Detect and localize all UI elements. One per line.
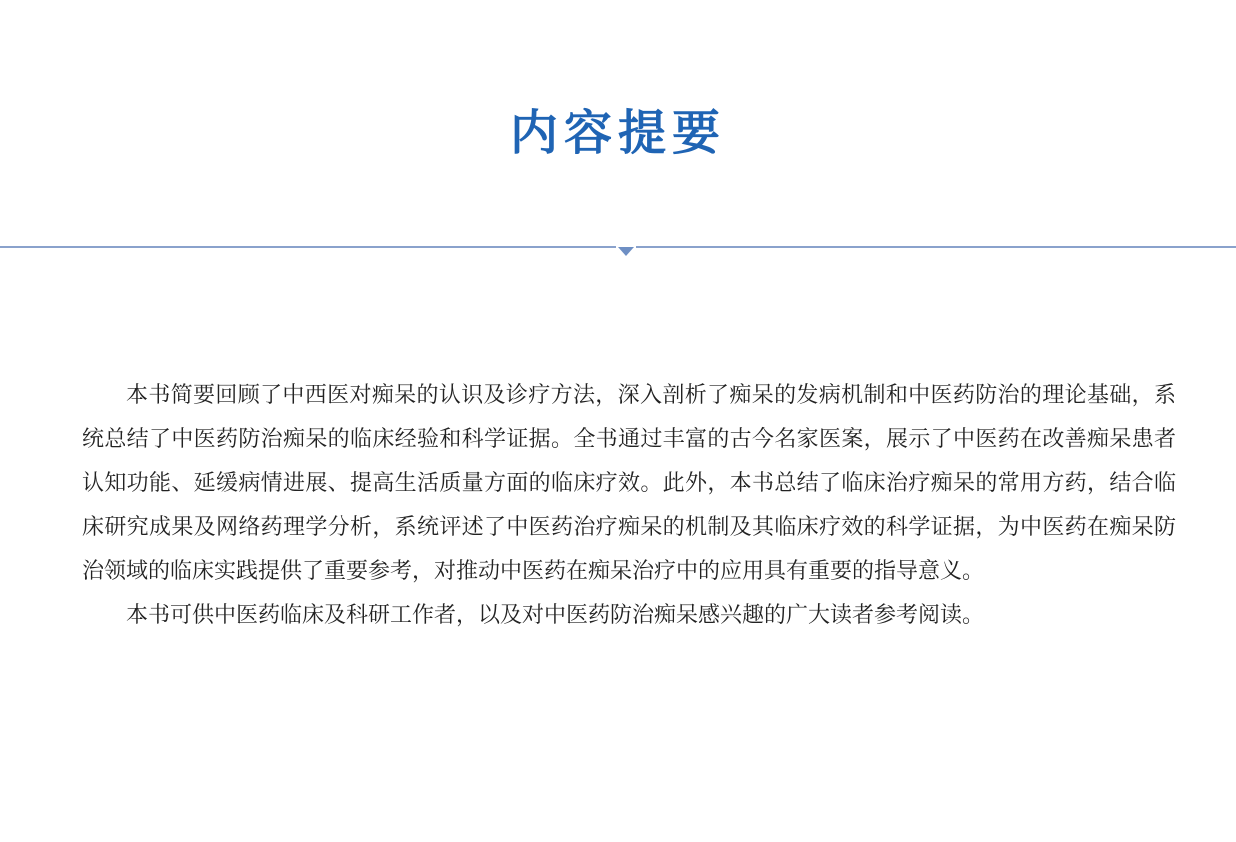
- paragraph-2: 本书可供中医药临床及科研工作者，以及对中医药防治痴呆感兴趣的广大读者参考阅读。: [126, 603, 985, 628]
- paragraph-1: 本书简要回顾了中西医对痴呆的认识及诊疗方法，深入剖析了痴呆的发病机制和中医药防治的理论基础，系统总结了中医药防治痴呆的临床经验和科学证据。全书通过丰富的古今名家医案，展示了中医药在改善痴呆患者认知功能、延缓病情进展、提高生活质量方面的临床疗效。此外，本书总结了临床治疗痴呆的常用方药，结合临床研究成果及网络药理学分析，系统评述了中医药治疗痴呆的机制及其临床疗效的科学证据，为中医药在痴呆防治领域的临床实践提供了重要参考，对推动中医药在痴呆治疗中的应用具有重要的指导意义。: [82, 383, 1176, 584]
- divider-left: [0, 246, 616, 248]
- triangle-marker-icon: [618, 247, 634, 256]
- divider-right: [636, 246, 1236, 248]
- summary-text: [82, 374, 1176, 638]
- page-title: 内容提要: [509, 105, 726, 162]
